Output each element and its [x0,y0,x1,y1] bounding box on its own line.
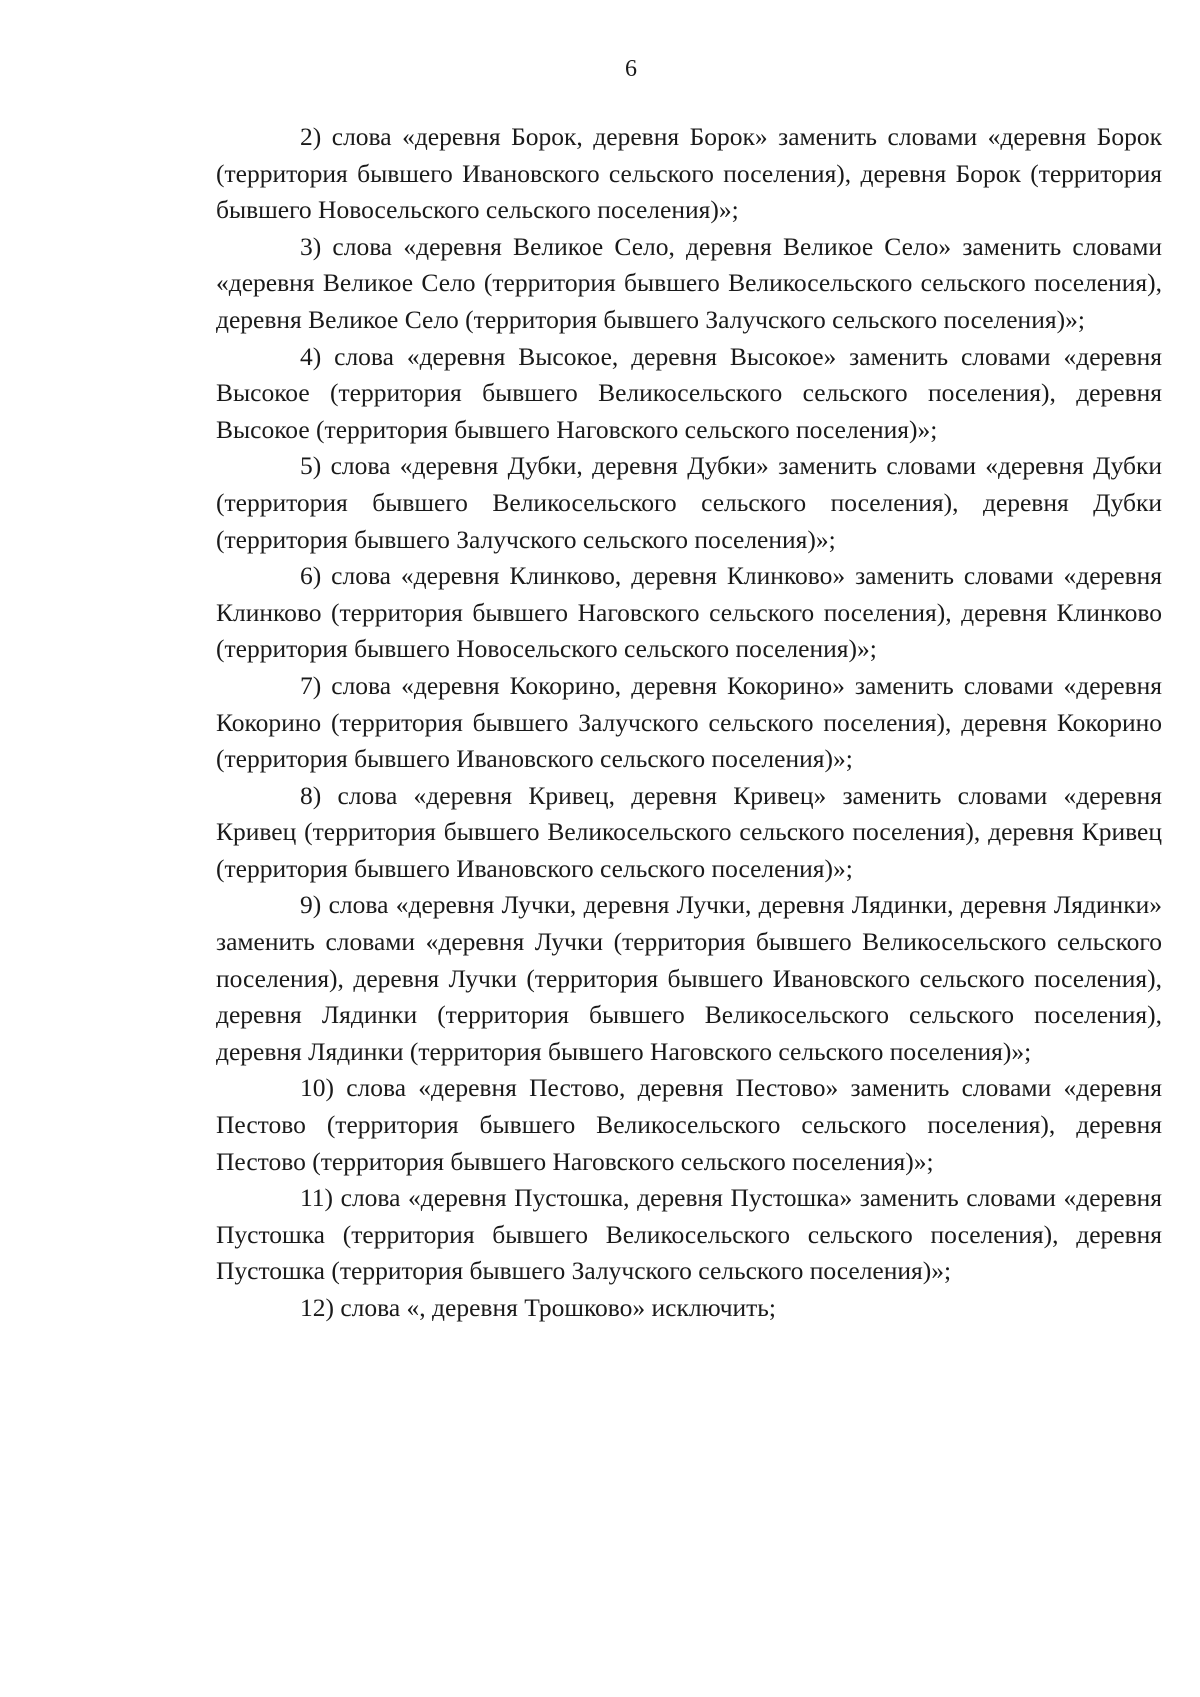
paragraph-item-6: 6) слова «деревня Клинково, деревня Клинково» заменить словами «деревня Клинково (территория бывшего Наговского сельского поселения), деревня Клинково (территория бывшего Новосельского сельского поселения)»; [216,561,1162,664]
paragraph-item-5: 5) слова «деревня Дубки, деревня Дубки» заменить словами «деревня Дубки (территория бывшего Великосельского сельского поселения), деревня Дубки (территория бывшего Залучского сельского поселения)»; [216,451,1162,554]
paragraph-item-11: 11) слова «деревня Пустошка, деревня Пустошка» заменить словами «деревня Пустошка (территория бывшего Великосельского сельского поселения), деревня Пустошка (территория бывшего Залучского сельского поселения)»; [216,1183,1162,1286]
paragraph-item-3: 3) слова «деревня Великое Село, деревня Великое Село» заменить словами «деревня Великое Село (территория бывшего Великосельского сельского поселения), деревня Великое Село (территория бывшего Залучского сельского поселения)»; [216,231,1162,334]
paragraph-item-7: 7) слова «деревня Кокорино, деревня Кокорино» заменить словами «деревня Кокорино (территория бывшего Залучского сельского поселения), деревня Кокорино (территория бывшего Ивановского сельского поселения)»; [216,670,1162,774]
page-number: 6 [625,56,637,82]
paragraph-item-10: 10) слова «деревня Пестово, деревня Пестово» заменить словами «деревня Пестово (территория бывшего Великосельского сельского поселения), деревня Пестово (территория бывшего Наговского сельского поселения)»; [216,1073,1162,1176]
paragraph-item-9: 9) слова «деревня Лучки, деревня Лучки, деревня Лядинки, деревня Лядинки» заменить словами «деревня Лучки (территория бывшего Великосельского сельского поселения), деревня Лучки (территория бывшего Ивановского сельского поселения), деревня Лядинки (территория бывшего Великосельского сельского поселения), деревня Лядинки (территория бывшего Наговского сельского поселения)»; [216,890,1162,1066]
document-body [216,119,1162,1327]
paragraph-item-8: 8) слова «деревня Кривец, деревня Кривец» заменить словами «деревня Кривец (территория бывшего Великосельского сельского поселения), деревня Кривец (территория бывшего Ивановского сельского поселения)»; [216,780,1162,883]
paragraph-item-12: 12) слова «, деревня Трошково» исключить; [300,1293,777,1322]
paragraph-item-2: 2) слова «деревня Борок, деревня Борок» заменить словами «деревня Борок (территория бывшего Ивановского сельского поселения), деревня Борок (территория бывшего Новосельского сельского поселения)»; [216,122,1162,225]
paragraph-item-4: 4) слова «деревня Высокое, деревня Высокое» заменить словами «деревня Высокое (территория бывшего Великосельского сельского поселения), деревня Высокое (территория бывшего Наговского сельского поселения)»; [216,341,1162,444]
